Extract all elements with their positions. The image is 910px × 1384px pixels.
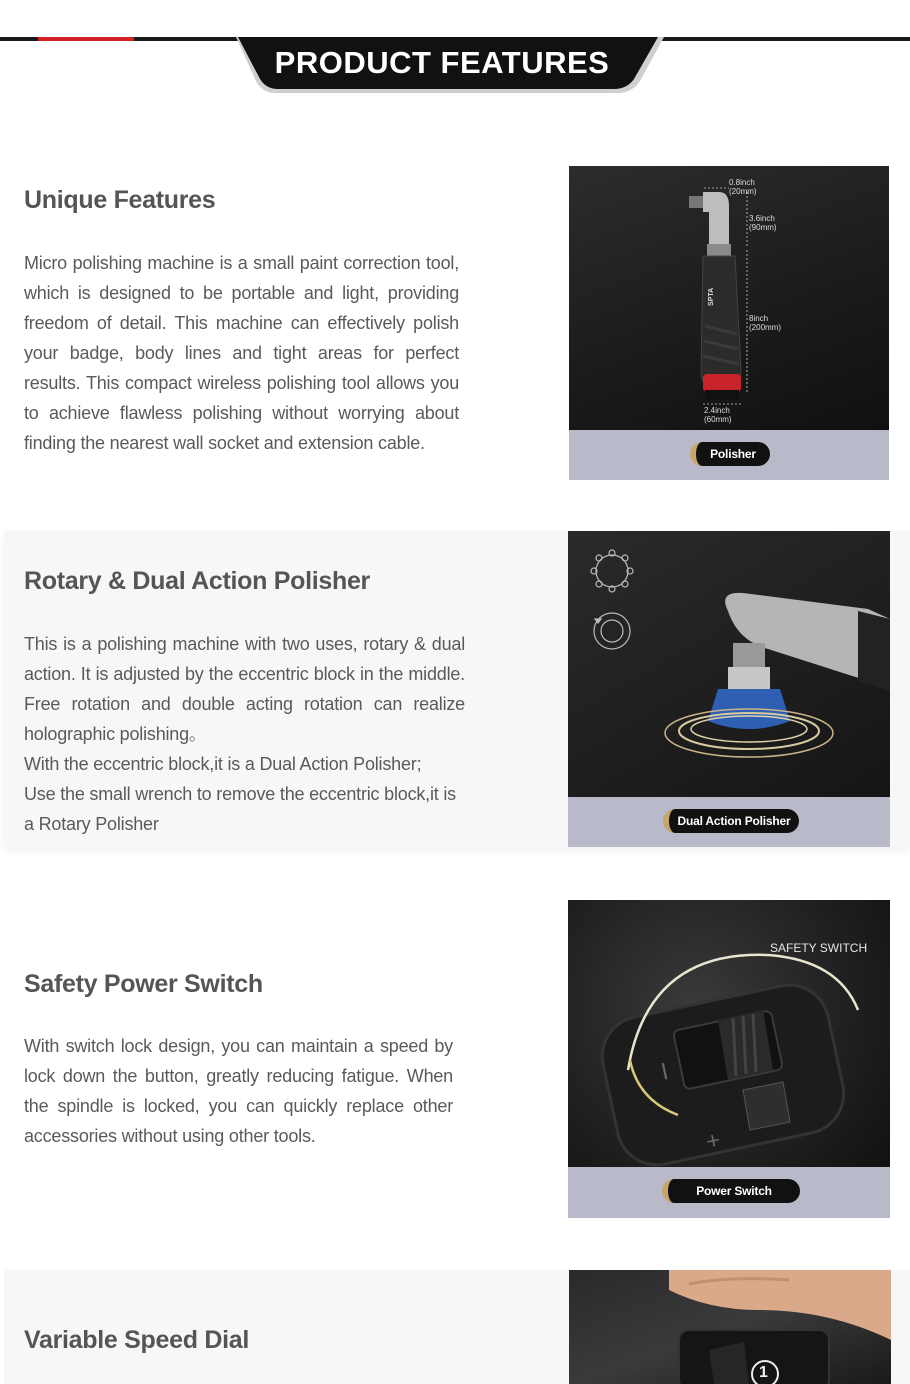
polisher-dimension-diagram [569,166,889,430]
svg-text:+: + [703,1126,723,1156]
dim-head: 3.6inch (90mm) [749,214,777,232]
caption-badge: Power Switch [662,1179,800,1203]
section-paragraph: Use the small wrench to remove the eccentric block,it is a Rotary Polisher [24,784,456,834]
section-body [24,629,465,839]
caption-badge: Polisher [690,442,770,466]
switch-photo [568,900,890,1167]
section-title: Unique Features [24,186,216,214]
brand-logo: SPTA [708,287,715,306]
section-variable-speed-dial [4,1270,910,1384]
safety-switch-label: SAFETY SWITCH [770,941,868,955]
section-title: Rotary & Dual Action Polisher [24,567,370,595]
dim-base: 2.4inch (60mm) [704,406,732,424]
speed-dial-illustration [569,1270,891,1384]
section-paragraph: This is a polishing machine with two uses, rotary & dual action. It is adjusted by the eccentric block in the middle. Free rotation and double acting rotation can realize holographic polishing。 [24,634,465,744]
header-tab [236,37,664,95]
dim-body: 8inch (200mm) [749,314,782,332]
speed-dial-number: 1 [759,1364,768,1381]
section-title: Variable Speed Dial [24,1326,249,1354]
polisher-photo [569,166,889,430]
section-body [24,1031,453,1151]
dual-action-illustration [568,531,890,797]
orbit-icon [591,550,633,592]
section-body [24,248,459,458]
section-unique-features [0,130,910,515]
product-image-card [568,900,890,1218]
svg-text:I: I [658,1058,671,1086]
section-paragraph: Micro polishing machine is a small paint correction tool, which is designed to be portable and light, providing freedom of detail. This machine can effectively polish your badge, body lines and tight areas for perfect results. This compact wireless polishing tool allows you to achieve flawless polishing without worrying about finding the nearest wall socket and extension cable. [24,253,459,453]
section-paragraph: With switch lock design, you can maintain a speed by lock down the button, greatly reducing fatigue. When the spindle is locked, you can quickly replace other accessories without using other tools. [24,1036,453,1146]
dual-action-photo [568,531,890,797]
rotate-icon [594,613,630,649]
product-image-card [569,166,889,480]
section-paragraph: With the eccentric block,it is a Dual Action Polisher; [24,754,422,774]
caption-badge: Dual Action Polisher [663,809,799,833]
section-safety-power-switch [0,900,910,1220]
page-title: PRODUCT FEATURES [274,45,610,80]
product-image-card [568,531,890,847]
dim-top: 0.8inch (20mm) [729,178,757,196]
section-title: Safety Power Switch [24,970,263,998]
header-accent [38,37,134,41]
section-rotary-dual-action [4,531,910,847]
speed-dial-photo [569,1270,891,1384]
